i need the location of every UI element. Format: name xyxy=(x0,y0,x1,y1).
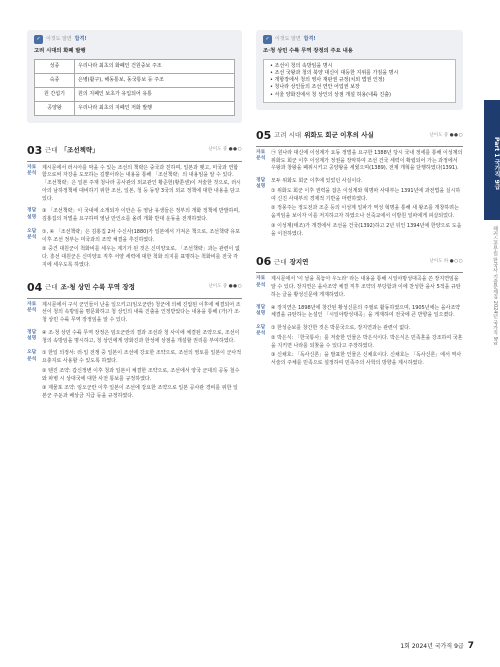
block-label: 오답 분석 xyxy=(27,228,37,241)
block-text xyxy=(42,208,242,226)
paragraph: ② 박은식: 「한국통사」를 저술한 인물은 박은식이다. 박은식은 민족혼을 강조하여 국혼을 지키면 나라를 되찾을 수 있다고 주장하였다. xyxy=(271,334,463,349)
table-row xyxy=(35,73,235,87)
table-row xyxy=(35,59,235,73)
block-text xyxy=(271,178,463,240)
block-label: 정답 설명 xyxy=(256,178,266,190)
paragraph: ① 위화도 회군 이후 권력을 잡은 이성계와 혁명파 사대부는 1391년에 과전법을 실시하여 신진 사대부의 경제적 기반을 마련하였다. xyxy=(271,187,461,202)
tip-title: 고려 시대의 화폐 발행 xyxy=(34,48,86,54)
tip-title: 조·청 상민 수륙 무역 장정의 주요 내용 xyxy=(263,48,353,54)
page-footer xyxy=(400,640,474,653)
lightbulb-icon: ✓ xyxy=(263,35,272,44)
question-header xyxy=(256,128,463,147)
table-value: 원의 지폐인 보초가 유입되어 유통 xyxy=(75,87,235,101)
part-tab[interactable]: Part 1 국가직 9급 xyxy=(484,100,500,220)
answer-block xyxy=(27,229,242,272)
paragraph: ①, ④ 「조선책략」은 김홍집 2차 수신사(1880)가 일본에서 가져온 책으로, 조선책략 유포 이후 조선 정부는 미국과의 조약 체결을 추진하였다. xyxy=(42,228,240,243)
table-key: 숙종 xyxy=(35,73,75,87)
table-row xyxy=(35,87,235,101)
difficulty xyxy=(429,259,463,266)
difficulty-dots: ●●○ xyxy=(449,132,463,138)
difficulty xyxy=(208,147,242,154)
question-number: 03 xyxy=(27,143,43,157)
paragraph: ③ 제물포 조약: 임오군란 이후 일본이 조선에 강요한 조약으로 일본 공사관 경비를 위한 일본군 주둔과 배상금 지급 등을 규정하였다. xyxy=(42,385,238,400)
list-item: • 조선 국왕과 청의 북양 대신이 대등한 지위를 가짐을 명시 xyxy=(270,69,399,76)
paragraph: 모두 위화도 회군 이후에 있었던 사실이다. xyxy=(271,178,363,185)
block-label: 자료 분석 xyxy=(27,164,37,176)
paragraph: ③ 「조선책략」이 국내에 소개되자 이만손 등 영남 유생들은 정부의 개화 정책에 반발하며, 김홍집의 처벌을 요구하며 영남 만인소를 올려 개화 반대 운동을 전개하였다. xyxy=(42,208,240,223)
table-value: 우리나라 최초의 지폐인 저화 발행 xyxy=(75,101,235,115)
table-key: 공양왕 xyxy=(35,101,75,115)
block-text xyxy=(271,150,463,175)
answer-block xyxy=(27,302,242,327)
tip-highlight: 합격! xyxy=(74,35,87,42)
question-06 xyxy=(256,254,463,369)
difficulty-dots: ●○○ xyxy=(449,259,463,265)
paragraph: ④ 장지연은 1898년에 창간된 황성신문의 주필로 활동하였으며, 1905년에는 을사조약 체결을 규탄하는 논설인 「시일야방성대곡」을 게재하여 전국에 큰 반향을 일으켰다. xyxy=(271,304,461,319)
list-item: • 청나라 상인들의 조선 연안 어업권 보장 xyxy=(270,84,360,91)
question-title xyxy=(45,283,208,292)
question-body xyxy=(27,302,242,403)
answer-block xyxy=(256,325,463,370)
question-number: 06 xyxy=(256,255,272,269)
difficulty-dots: ●●○ xyxy=(228,147,242,153)
block-label: 오답 분석 xyxy=(256,325,266,337)
question-title-text: 위화도 회군 이후의 사실 xyxy=(304,131,374,140)
tip-header xyxy=(34,35,235,44)
block-label: 정답 설명 xyxy=(256,304,266,316)
block-text xyxy=(42,302,242,327)
question-title-text: 조·청 상민 수륙 무역 장정 xyxy=(60,282,135,291)
difficulty-dots: ●●○ xyxy=(228,284,242,290)
question-05 xyxy=(256,128,463,240)
lightbulb-icon: ✓ xyxy=(34,35,43,44)
table-key: 성종 xyxy=(35,59,75,73)
book-title-vertical: 해커스공무원 한국사 기출문제집 2024년 국가직 9급 xyxy=(492,226,498,345)
question-title-text: 장지연 xyxy=(289,257,309,266)
difficulty-label: 난이도 중 xyxy=(208,147,228,153)
block-text xyxy=(42,229,242,272)
tip-header xyxy=(263,35,456,44)
table-value: 은병(활구), 해동통보, 동국통보 등 주조 xyxy=(75,73,235,87)
answer-block xyxy=(27,330,242,348)
block-label: 자료 분석 xyxy=(27,301,37,313)
answer-block xyxy=(27,350,242,403)
block-label: 정답 설명 xyxy=(27,208,37,220)
tip-table xyxy=(34,59,235,116)
right-column xyxy=(256,30,463,373)
page-number: 7 xyxy=(467,641,474,651)
tip-box-right xyxy=(256,30,463,110)
list-item: • 조선이 청의 속방임을 명시 xyxy=(270,62,333,69)
difficulty xyxy=(208,284,242,291)
answer-block xyxy=(256,178,463,240)
question-title-text: 「조선책략」 xyxy=(60,145,99,154)
answer-block xyxy=(27,208,242,226)
tip-highlight: 합격! xyxy=(303,35,316,42)
paragraph: ㉠ 원나라 대신에 이성계가 요동 정벌을 요구한 1388년 당시 국내 정세를 통해 이성계의 위화도 회군 이후 이성계가 정권을 장악하여 조선 건국 세력이 확립되어 가는 과정에서 우왕과 창왕을 폐위시키고 공양왕을 세웠으며(1389), 전제 개혁을 단행하였다(1391). xyxy=(271,149,463,172)
paragraph: 제시문에서 '이 날을 목놓아 우노라' 라는 내용을 통해 시일야방성대곡을 쓴 장지연임을 알 수 있다. 장지연은 을사조약 체결 직후 조약의 부당함과 이에 찬성한 을사 5적을 규탄하는 글을 황성신문에 게재하였다. xyxy=(271,276,461,298)
question-title xyxy=(274,258,429,267)
paragraph: ① 한일 의정서: 러·일 전쟁 중 일본이 조선에 강요한 조약으로, 조선의 영토를 일본이 군사적 요충지로 사용할 수 있도록 하였다. xyxy=(42,350,242,365)
question-body xyxy=(256,276,463,370)
paragraph: ① 한성순보를 창간한 것은 박문국으로, 장지연과는 관련이 없다. xyxy=(271,325,411,332)
block-text xyxy=(271,305,463,323)
tip-prefix: 이것도 알면 xyxy=(275,35,301,42)
answer-block xyxy=(256,150,463,175)
answer-block xyxy=(256,305,463,323)
tip-bullets xyxy=(263,59,456,103)
paragraph: ③ 이성계(태조)가 개경에서 조선을 건국(1392)하고 2년 뒤인 1394년에 한양으로 도읍을 이전하였다. xyxy=(271,222,462,237)
list-item: • 개항장에서 청의 영사 재판권 규정(치외 법권 인정) xyxy=(270,77,385,84)
difficulty xyxy=(429,133,463,140)
difficulty-label: 난이도 중 xyxy=(208,284,228,290)
question-category: 고려 시대 xyxy=(274,131,302,140)
question-header xyxy=(256,254,463,273)
table-row xyxy=(35,101,235,115)
block-label: 자료 분석 xyxy=(256,276,266,288)
paragraph: ② 정몽주는 정도전과 조준 등의 이성계 일파가 역성 혁명을 통해 새 왕조를 개창하려는 움직임을 보이자 이를 저지하고자 하였으나 선죽교에서 이방원 일파에게 피살되었다. xyxy=(271,205,459,220)
answer-block xyxy=(27,165,242,206)
block-text xyxy=(271,325,463,370)
question-title xyxy=(45,146,208,155)
block-text xyxy=(42,165,242,206)
question-category: 근대 xyxy=(45,145,58,154)
question-category: 근대 xyxy=(274,257,287,266)
paragraph: ③ 신채호: 「독사신론」을 발표한 인물은 신채호이다. 신채호는 「독사신론」에서 역사 서술의 주체를 민족으로 설정하여 민족주의 사학의 방향을 제시하였다. xyxy=(271,352,462,367)
question-04 xyxy=(27,280,242,403)
paragraph: ② 중건 대원군이 척화비를 세우는 계기가 된 것은 신미양요로, 「조선책략」과는 관련이 없다. 흥선 대원군은 신미양요 직후 서양 세력에 대한 척화 의지를 표명하는 척화비를 전국 각지에 세우도록 하였다. xyxy=(42,246,240,268)
question-number: 04 xyxy=(27,280,43,294)
question-body xyxy=(27,165,242,272)
difficulty-label: 난이도 하 xyxy=(429,259,449,265)
paragraph: 제시문에서 구식 군인들이 난을 일으키고(임오군란) 청군에 의해 진압된 이후에 체결되어 조선이 청의 속방임을 명문화하고 청 상인의 내륙 진출을 인정받았다는 내용을 통해 (가)가 조·청 상민 수륙 무역 장정임을 알 수 있다. xyxy=(42,301,241,324)
list-item: • 서울 양화진에서 청 상인의 상점 개설 허용(내륙 진출) xyxy=(270,91,391,98)
footer-text: 1회 2024년 국가직 9급 xyxy=(400,643,464,650)
answer-block xyxy=(256,276,463,301)
tip-box-left xyxy=(27,30,242,123)
question-body xyxy=(256,150,463,241)
paragraph: 제시문에서 러시아를 막을 수 있는 조선의 책략은 중국과 친하며, 일본과 맺고, 미국과 연합함으로써 자강을 도모하는 길뿐이라는 내용을 통해 「조선책략」의 내용임을 알 수 있다. 「조선책략」은 일본 주재 청나라 공사관의 외교관인 황준헌(황쭌셴)이 저술한 것으로, 러시아의 남하정책에 대비하기 위한 조선, 일본, 청 등 동양 3국의 외교 정책에 대한 내용을 담고 있다. xyxy=(42,164,241,202)
block-label: 자료 분석 xyxy=(256,149,266,162)
question-03 xyxy=(27,143,242,272)
block-label: 정답 설명 xyxy=(27,329,37,342)
paragraph: ④ 조·청 상민 수륙 무역 장정은 임오군란의 결과 조선과 청 사이에 체결된 조약으로, 조선이 청의 속방임을 명시하고, 청 상인에게 양화진과 한성에 상점을 개설할 권리를 부여하였다. xyxy=(42,329,240,344)
tip-prefix: 이것도 알면 xyxy=(46,35,72,42)
left-column xyxy=(27,30,242,406)
paragraph: ② 텐진 조약: 갑신정변 이후 청과 일본이 체결한 조약으로, 조선에서 양국 군대의 공동 철수와 파병 시 상대국에 대한 사전 통보를 규정하였다. xyxy=(42,367,240,382)
table-value: 우리나라 최초의 화폐인 건원중보 주조 xyxy=(75,59,235,73)
difficulty-label: 난이도 중 xyxy=(429,132,449,138)
question-category: 근대 xyxy=(45,282,58,291)
question-number: 05 xyxy=(256,128,272,142)
block-text xyxy=(42,350,242,403)
question-header xyxy=(27,143,242,162)
block-text xyxy=(271,276,463,301)
question-header xyxy=(27,280,242,299)
table-key: 원 간섭기 xyxy=(35,87,75,101)
question-title xyxy=(274,131,429,140)
block-text xyxy=(42,330,242,348)
block-label: 오답 분석 xyxy=(27,350,37,362)
